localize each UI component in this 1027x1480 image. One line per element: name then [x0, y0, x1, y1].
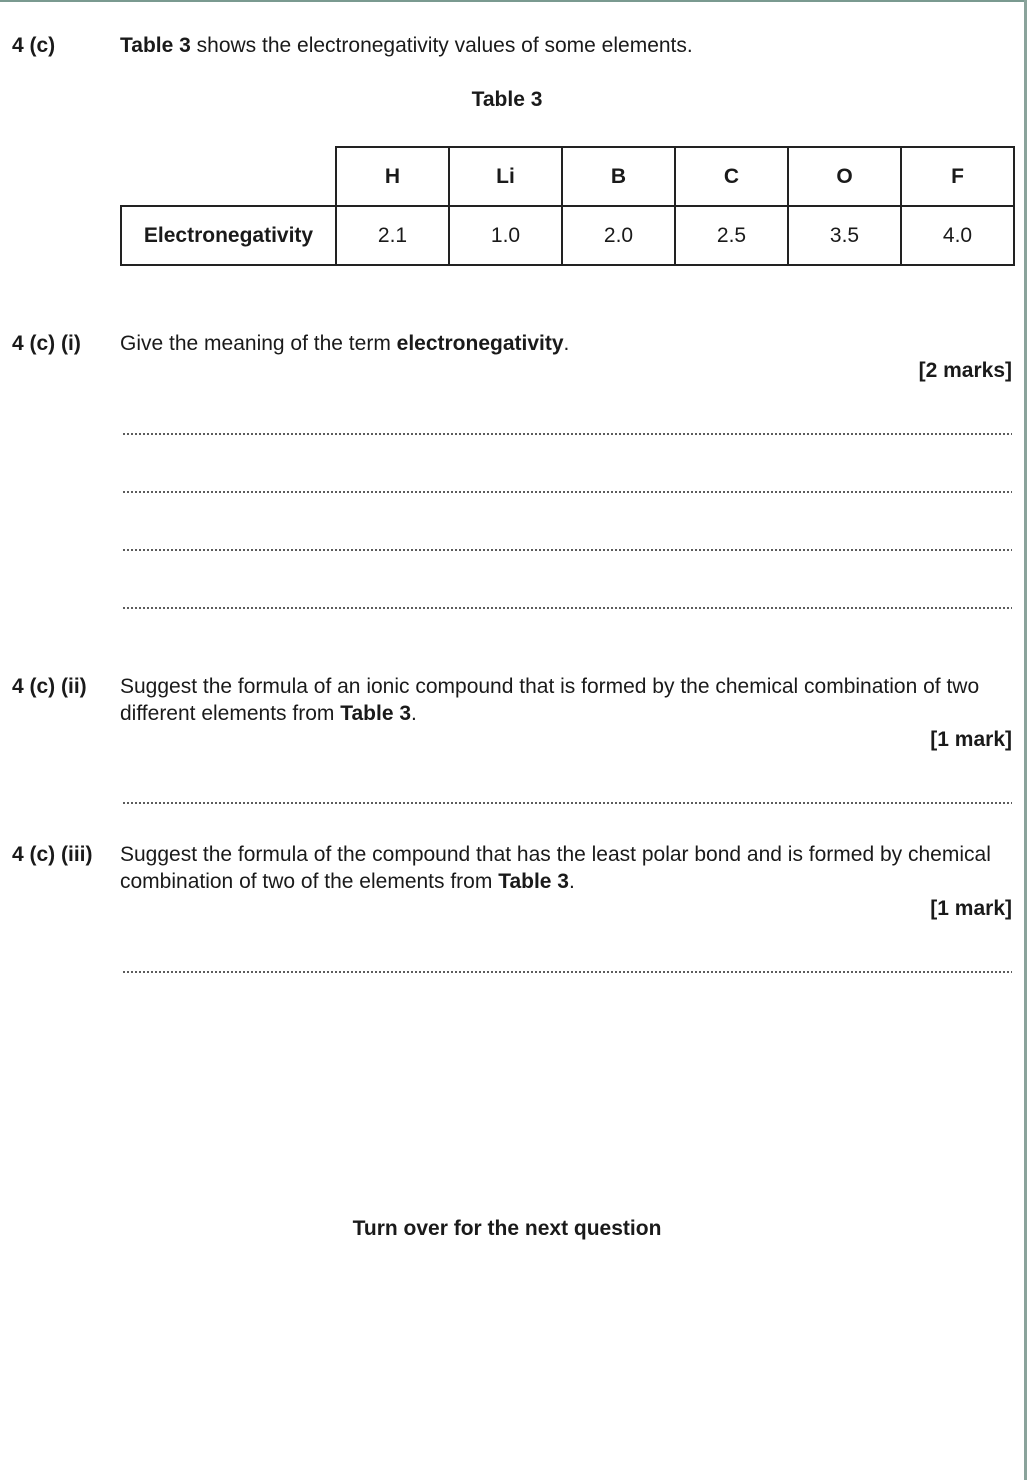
answer-line[interactable] [122, 607, 1012, 609]
key-term: electronegativity [396, 332, 564, 355]
element-header-cell: B [562, 147, 675, 206]
table-caption: Table 3 [471, 88, 543, 111]
question-number-4ci: 4 (c) (i) [12, 332, 81, 355]
question-text-end: . [563, 332, 570, 355]
answer-line[interactable] [122, 549, 1012, 551]
row-label-cell: Electronegativity [121, 206, 336, 265]
table-corner-cell [121, 147, 336, 206]
value-cell: 4.0 [901, 206, 1014, 265]
marks-4cii: [1 mark] [930, 728, 1012, 751]
table-reference: Table 3 [498, 870, 569, 893]
element-header-cell: O [788, 147, 901, 206]
element-header-cell: F [901, 147, 1014, 206]
answer-line[interactable] [122, 433, 1012, 435]
value-cell: 3.5 [788, 206, 901, 265]
question-4ci-text [120, 330, 1010, 357]
marks-4ci: [2 marks] [918, 359, 1012, 382]
question-number-4ciii: 4 (c) (iii) [12, 843, 93, 866]
table-row [121, 206, 1014, 265]
question-text: Give the meaning of the term [120, 332, 397, 355]
element-header-cell: C [675, 147, 788, 206]
question-number-4cii: 4 (c) (ii) [12, 675, 87, 698]
answer-line[interactable] [122, 802, 1012, 804]
marks-4ciii: [1 mark] [930, 897, 1012, 920]
electronegativity-table [120, 146, 1015, 266]
question-number-4c: 4 (c) [12, 34, 56, 57]
table-reference: Table 3 [120, 34, 191, 57]
question-4cii-text [120, 673, 1010, 727]
page-border-top [0, 0, 1027, 2]
element-header-cell: H [336, 147, 449, 206]
answer-line[interactable] [122, 491, 1012, 493]
value-cell: 1.0 [449, 206, 562, 265]
answer-line[interactable] [122, 971, 1012, 973]
table-reference: Table 3 [340, 702, 412, 725]
question-text-end: . [569, 870, 575, 893]
value-cell: 2.5 [675, 206, 788, 265]
question-text: Suggest the formula of an ionic compound that is formed by the chemical combination of two different elements from [120, 675, 980, 725]
value-cell: 2.0 [562, 206, 675, 265]
intro-text: shows the electronegativity values of some elements. [190, 34, 693, 57]
table-header-row [121, 147, 1014, 206]
question-4c-intro [120, 32, 1010, 59]
footer-turn-over: Turn over for the next question [352, 1217, 662, 1240]
element-header-cell: Li [449, 147, 562, 206]
question-text: Suggest the formula of the compound that has the least polar bond and is formed by chemical combination of two of the elements from [120, 843, 991, 893]
question-4ciii-text [120, 841, 1010, 895]
value-cell: 2.1 [336, 206, 449, 265]
question-text-end: . [411, 702, 417, 725]
